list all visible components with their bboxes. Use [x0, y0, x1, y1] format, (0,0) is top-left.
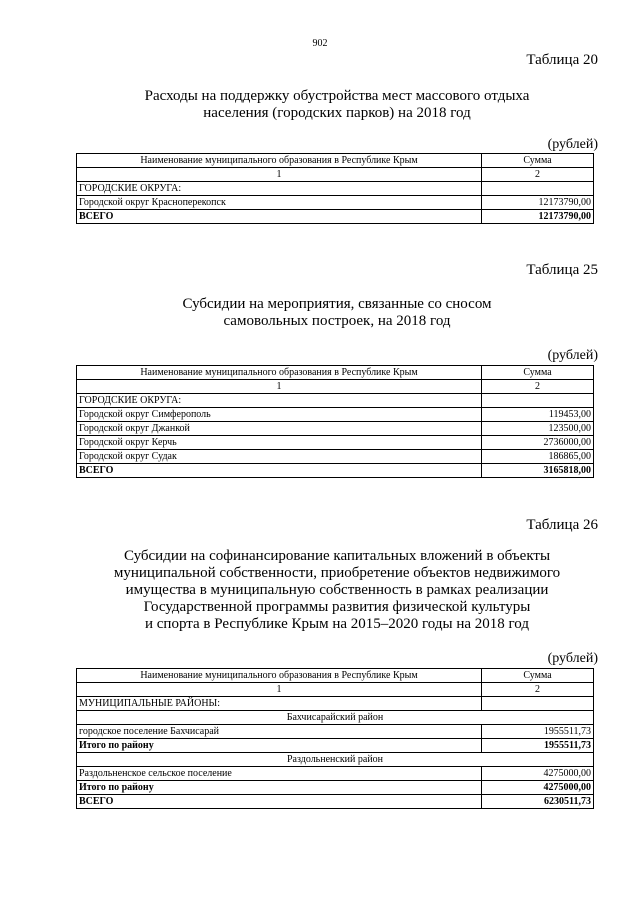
row-name: Раздольненское сельское поселение — [77, 767, 482, 781]
table-row — [77, 422, 594, 436]
units-label: (рублей) — [547, 137, 598, 152]
row-name: Городской округ Керчь — [77, 436, 482, 450]
row-value: 6230511,73 — [482, 795, 594, 809]
column-number: 2 — [482, 683, 594, 697]
row-value: 12173790,00 — [482, 196, 594, 210]
header-row — [77, 366, 594, 380]
column-number: 1 — [77, 683, 482, 697]
row-name: Городской округ Джанкой — [77, 422, 482, 436]
column-number: 1 — [77, 380, 482, 394]
row-name: Городской округ Симферополь — [77, 408, 482, 422]
row-value — [482, 697, 594, 711]
table-25-label: Таблица 25 — [526, 262, 598, 278]
row-value — [482, 182, 594, 196]
table-row — [77, 767, 594, 781]
column-header-sum: Сумма — [482, 366, 594, 380]
title-line: Субсидии на мероприятия, связанные со сносом — [182, 296, 492, 312]
column-header-sum: Сумма — [482, 669, 594, 683]
column-number: 1 — [77, 168, 482, 182]
table-row — [77, 436, 594, 450]
section-row — [77, 697, 594, 711]
district-row — [77, 753, 594, 767]
total-row — [77, 464, 594, 478]
subtotal-row — [77, 739, 594, 753]
district-row — [77, 711, 594, 725]
table-20 — [76, 153, 594, 224]
table-26-title — [80, 548, 594, 633]
column-header-name: Наименование муниципального образования в Республике Крым — [77, 669, 482, 683]
row-value: 4275000,00 — [482, 767, 594, 781]
table-25-title — [80, 296, 594, 330]
section-row — [77, 394, 594, 408]
title-line: муниципальной собственности, приобретение объектов недвижимого — [113, 565, 561, 581]
title-line: имущества в муниципальную собственность в рамках реализации — [125, 582, 549, 598]
row-value: 2736000,00 — [482, 436, 594, 450]
table-20-title — [80, 88, 594, 122]
number-row — [77, 380, 594, 394]
district-name: Раздольненский район — [77, 753, 594, 767]
table-row — [77, 196, 594, 210]
row-value: 186865,00 — [482, 450, 594, 464]
header-row — [77, 154, 594, 168]
table-row — [77, 450, 594, 464]
row-name: городское поселение Бахчисарай — [77, 725, 482, 739]
title-line: Государственной программы развития физической культуры — [143, 599, 531, 615]
number-row — [77, 168, 594, 182]
title-line: Субсидии на софинансирование капитальных вложений в объекты — [123, 548, 551, 564]
row-value: 12173790,00 — [482, 210, 594, 224]
total-row — [77, 795, 594, 809]
header-row — [77, 669, 594, 683]
row-value: 123500,00 — [482, 422, 594, 436]
total-row — [77, 210, 594, 224]
column-number: 2 — [482, 168, 594, 182]
row-name: ВСЕГО — [77, 464, 482, 478]
row-value: 4275000,00 — [482, 781, 594, 795]
column-header-name: Наименование муниципального образования в Республике Крым — [77, 366, 482, 380]
title-line: и спорта в Республике Крым на 2015–2020 годы на 2018 год — [145, 616, 529, 632]
title-line: самовольных построек, на 2018 год — [223, 313, 451, 329]
table-row — [77, 408, 594, 422]
page-number: 902 — [312, 38, 328, 49]
row-value: 1955511,73 — [482, 725, 594, 739]
table-row — [77, 725, 594, 739]
units-label: (рублей) — [547, 651, 598, 666]
section-row — [77, 182, 594, 196]
number-row — [77, 683, 594, 697]
table-25 — [76, 365, 594, 478]
row-name: ГОРОДСКИЕ ОКРУГА: — [77, 182, 482, 196]
row-name: Городской округ Красноперекопск — [77, 196, 482, 210]
table-26 — [76, 668, 594, 809]
row-value — [482, 394, 594, 408]
row-value: 119453,00 — [482, 408, 594, 422]
units-label: (рублей) — [547, 348, 598, 363]
row-name: ГОРОДСКИЕ ОКРУГА: — [77, 394, 482, 408]
column-header-name: Наименование муниципального образования в Республике Крым — [77, 154, 482, 168]
row-name: МУНИЦИПАЛЬНЫЕ РАЙОНЫ: — [77, 697, 482, 711]
column-header-sum: Сумма — [482, 154, 594, 168]
title-line: населения (городских парков) на 2018 год — [203, 105, 471, 121]
row-name: Городской округ Судак — [77, 450, 482, 464]
row-name: ВСЕГО — [77, 210, 482, 224]
row-name: Итого по району — [77, 781, 482, 795]
subtotal-row — [77, 781, 594, 795]
row-name: Итого по району — [77, 739, 482, 753]
row-name: ВСЕГО — [77, 795, 482, 809]
district-name: Бахчисарайский район — [77, 711, 594, 725]
row-value: 3165818,00 — [482, 464, 594, 478]
table-26-label: Таблица 26 — [526, 517, 598, 533]
title-line: Расходы на поддержку обустройства мест массового отдыха — [144, 88, 530, 104]
table-20-label: Таблица 20 — [526, 52, 598, 68]
column-number: 2 — [482, 380, 594, 394]
row-value: 1955511,73 — [482, 739, 594, 753]
